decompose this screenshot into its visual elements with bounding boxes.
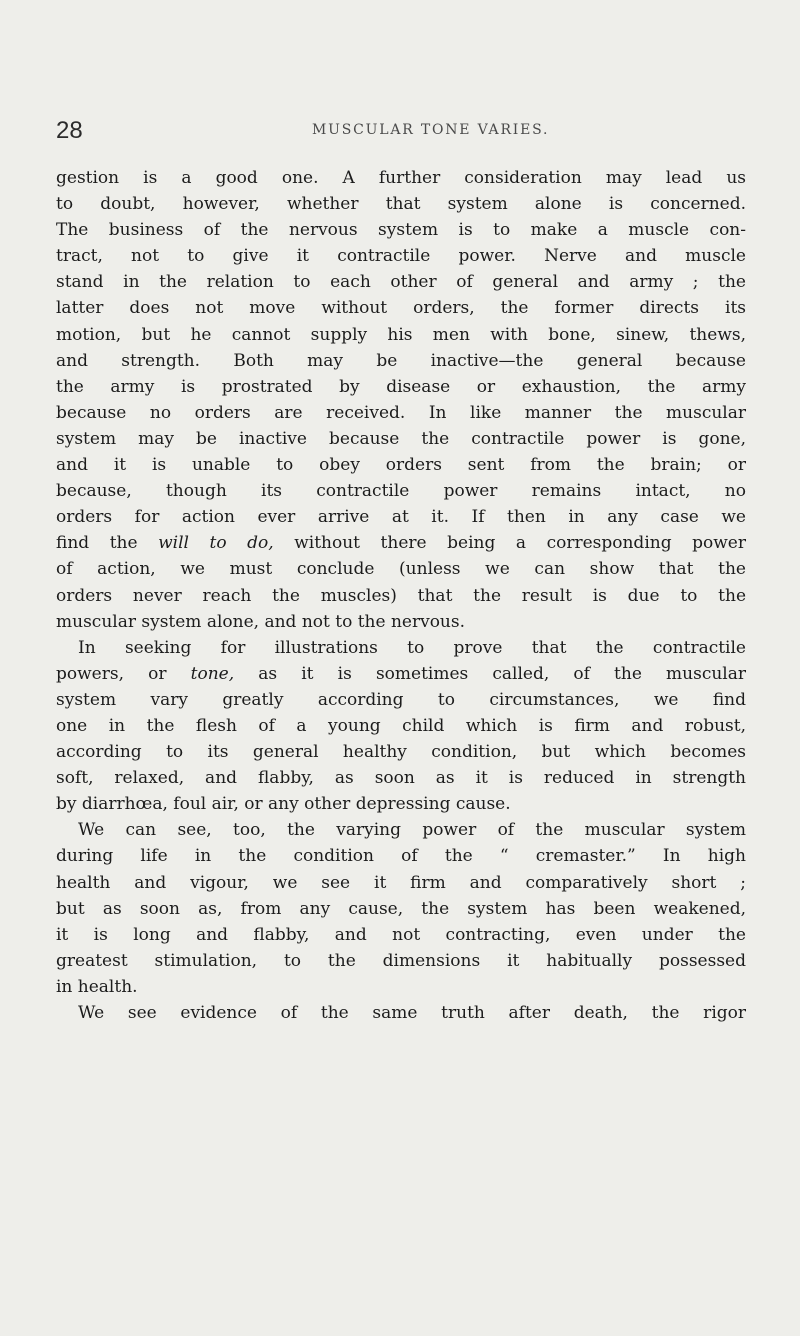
- text-segment: orders for action ever arrive at it. If then in any case we: [56, 507, 746, 528]
- text-segment: powers, or: [56, 663, 191, 684]
- text-line: [56, 243, 746, 269]
- running-head: MUSCULAR TONE VARIES.: [312, 122, 550, 138]
- text-line: [56, 609, 746, 635]
- text-segment: muscular system alone, and not to the nervous.: [56, 611, 466, 632]
- text-segment: find the: [56, 533, 159, 554]
- text-segment: system vary greatly according to circumstances, we find: [56, 689, 746, 710]
- text-line: [56, 191, 746, 217]
- text-segment: latter does not move without orders, the former directs its: [56, 298, 746, 319]
- text-line: [56, 322, 746, 348]
- page-header: [56, 116, 746, 150]
- text-segment: as it is sometimes called, of the muscular: [234, 663, 746, 684]
- page-number: 28: [56, 117, 83, 144]
- text-segment: of action, we must conclude (unless we can show that the: [56, 559, 746, 580]
- emphasis-text: tone,: [190, 663, 235, 684]
- text-segment: during life in the condition of the “ cremaster.” In high: [56, 846, 746, 867]
- text-segment: The business of the nervous system is to make a muscle con-: [56, 220, 746, 241]
- text-segment: in health.: [56, 976, 138, 997]
- text-line: [56, 817, 746, 843]
- text-segment: health and vigour, we see it firm and comparatively short ;: [56, 872, 746, 893]
- text-segment: stand in the relation to each other of general and army ; the: [56, 272, 746, 293]
- emphasis-text: will to do,: [158, 533, 274, 554]
- text-line: [56, 922, 746, 948]
- body-text: [56, 165, 746, 1026]
- text-line: [56, 374, 746, 400]
- text-line: [56, 556, 746, 582]
- text-segment: greatest stimulation, to the dimensions it habitually possessed: [56, 950, 746, 971]
- text-line: [56, 269, 746, 295]
- text-line: [56, 452, 746, 478]
- text-line: [56, 739, 746, 765]
- text-line: [56, 217, 746, 243]
- text-line: [56, 843, 746, 869]
- text-segment: because, though its contractile power remains intact, no: [56, 481, 746, 502]
- text-line: [56, 400, 746, 426]
- text-segment: soft, relaxed, and flabby, as soon as it is reduced in strength: [56, 768, 746, 789]
- text-line: [56, 687, 746, 713]
- text-line: [56, 583, 746, 609]
- text-line: [56, 635, 746, 661]
- text-segment: We can see, too, the varying power of the muscular system: [78, 820, 746, 841]
- text-segment: because no orders are received. In like manner the muscular: [56, 402, 746, 423]
- text-segment: orders never reach the muscles) that the result is due to the: [56, 585, 746, 606]
- text-line: [56, 974, 746, 1000]
- text-line: [56, 478, 746, 504]
- text-segment: the army is prostrated by disease or exhaustion, the army: [56, 376, 746, 397]
- text-segment: according to its general healthy condition, but which becomes: [56, 742, 746, 763]
- text-segment: system may be inactive because the contractile power is gone,: [56, 428, 746, 449]
- text-line: [56, 348, 746, 374]
- text-line: [56, 661, 746, 687]
- text-line: [56, 504, 746, 530]
- text-segment: In seeking for illustrations to prove that the contractile: [78, 637, 746, 658]
- text-line: [56, 791, 746, 817]
- text-line: [56, 426, 746, 452]
- text-segment: by diarrhœa, foul air, or any other depressing cause.: [56, 794, 511, 815]
- text-segment: gestion is a good one. A further consideration may lead us: [56, 168, 746, 188]
- text-line: [56, 713, 746, 739]
- text-line: [56, 1000, 746, 1026]
- text-line: [56, 530, 746, 556]
- text-segment: tract, not to give it contractile power. Nerve and muscle: [56, 246, 746, 267]
- text-line: [56, 165, 746, 191]
- text-line: [56, 870, 746, 896]
- text-segment: and it is unable to obey orders sent from the brain; or: [56, 455, 746, 476]
- text-segment: motion, but he cannot supply his men with bone, sinew, thews,: [56, 324, 746, 345]
- text-segment: and strength. Both may be inactive—the general because: [56, 350, 746, 371]
- text-line: [56, 948, 746, 974]
- text-segment: but as soon as, from any cause, the system has been weakened,: [56, 898, 746, 919]
- text-line: [56, 765, 746, 791]
- text-segment: one in the flesh of a young child which is firm and robust,: [56, 715, 746, 736]
- text-segment: We see evidence of the same truth after death, the rigor: [78, 1003, 746, 1023]
- text-segment: without there being a corresponding power: [273, 533, 746, 554]
- text-line: [56, 295, 746, 321]
- text-segment: it is long and flabby, and not contracting, even under the: [56, 924, 746, 945]
- text-line: [56, 896, 746, 922]
- text-segment: to doubt, however, whether that system alone is concerned.: [56, 194, 746, 215]
